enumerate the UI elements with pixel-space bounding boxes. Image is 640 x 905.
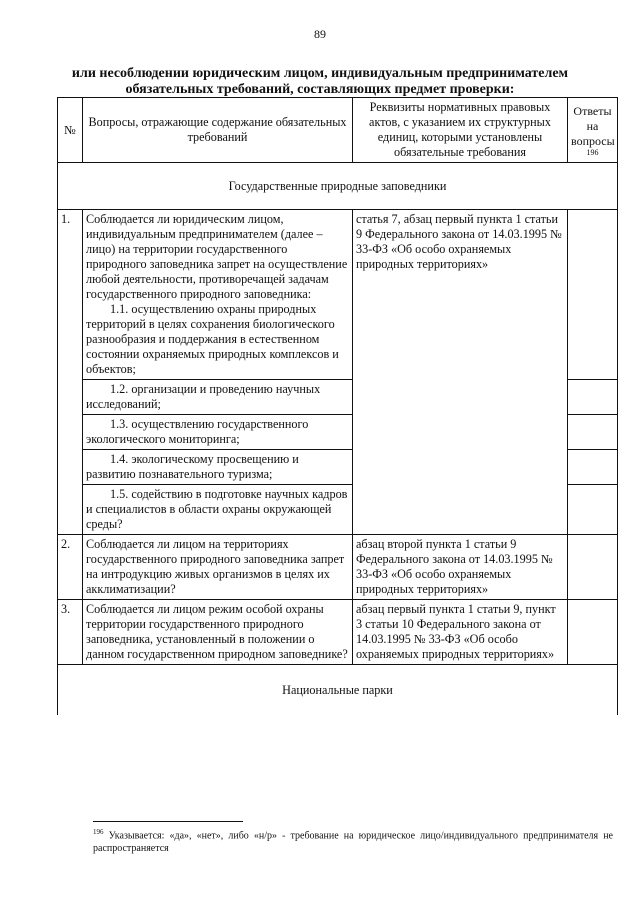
footnote-number: 196 bbox=[93, 828, 104, 836]
question-cell bbox=[83, 210, 353, 380]
header-question: Вопросы, отражающие содержание обязательных требований bbox=[83, 98, 353, 163]
section-row bbox=[58, 665, 618, 716]
heading-line-1: или несоблюдении юридическим лицом, индивидуальным предпринимателем bbox=[71, 66, 569, 81]
row-number: 3. bbox=[58, 600, 83, 665]
footnote-text: Указывается: «да», «нет», либо «н/р» - требование на юридическое лицо/индивидуального предпринимателя не распространяется bbox=[93, 830, 613, 855]
sub-question: 1.5. содействию в подготовке научных кадров и специалистов в области охраны окружающей среды? bbox=[83, 485, 353, 535]
sub-question: 1.1. осуществлению охраны природных территорий в целях сохранения биологического разнообразия и поддержания в естественном состоянии охраняемых природных комплексов и объектов; bbox=[86, 302, 339, 376]
footnote bbox=[93, 826, 613, 855]
answer-cell[interactable] bbox=[568, 600, 618, 665]
section-heading bbox=[0, 66, 640, 98]
table-row bbox=[58, 600, 618, 665]
section-row bbox=[58, 163, 618, 210]
requisites-cell: статья 7, абзац первый пункта 1 статьи 9 Федерального закона от 14.03.1995 № 33-ФЗ «Об особо охраняемых природных территориях» bbox=[353, 210, 568, 535]
footnote-separator bbox=[93, 821, 243, 822]
row-number: 2. bbox=[58, 535, 83, 600]
question-cell: Соблюдается ли лицом на территориях государственного природного заповедника запрет на интродукцию живых организмов в целях их акклиматизации? bbox=[83, 535, 353, 600]
answer-cell[interactable] bbox=[568, 415, 618, 450]
answer-cell[interactable] bbox=[568, 535, 618, 600]
requisites-cell: абзац первый пункта 1 статьи 9, пункт 3 статьи 10 Федерального закона от 14.03.1995 № 33-ФЗ «Об особо охраняемых природных территориях» bbox=[353, 600, 568, 665]
table-row bbox=[58, 535, 618, 600]
requisites-cell: абзац второй пункта 1 статьи 9 Федерального закона от 14.03.1995 № 33-ФЗ «Об особо охраняемых природных территориях» bbox=[353, 535, 568, 600]
requirements-table bbox=[57, 97, 618, 715]
header-answer-label: Ответы на вопросы bbox=[571, 103, 615, 148]
question-cell: Соблюдается ли лицом режим особой охраны территории государственного природного заповедника, установленный в положении о данном государственном природном заповеднике? bbox=[83, 600, 353, 665]
header-number: № bbox=[58, 98, 83, 163]
section-title-reserves: Государственные природные заповедники bbox=[58, 163, 618, 210]
row-number: 1. bbox=[58, 210, 83, 535]
header-answer bbox=[568, 98, 618, 163]
section-title-parks: Национальные парки bbox=[58, 665, 618, 716]
sub-question: 1.2. организации и проведению научных исследований; bbox=[83, 380, 353, 415]
sub-question: 1.3. осуществлению государственного экологического мониторинга; bbox=[83, 415, 353, 450]
table-row bbox=[58, 210, 618, 380]
sub-question: 1.4. экологическому просвещению и развитию познавательного туризма; bbox=[83, 450, 353, 485]
answer-cell[interactable] bbox=[568, 485, 618, 535]
answer-cell[interactable] bbox=[568, 450, 618, 485]
table-header-row bbox=[58, 98, 618, 163]
footnote-ref: 196 bbox=[586, 147, 599, 157]
question-intro: Соблюдается ли юридическим лицом, индивидуальным предпринимателем (далее – лицо) на территории государственного природного заповедника запрет на осуществление любой деятельности, противоречащей задачам государственного природного заповедника: bbox=[86, 212, 348, 301]
answer-cell[interactable] bbox=[568, 210, 618, 380]
page-number: 89 bbox=[314, 27, 326, 41]
answer-cell[interactable] bbox=[568, 380, 618, 415]
header-requisites: Реквизиты нормативных правовых актов, с указанием их структурных единиц, которыми установлены обязательные требования bbox=[353, 98, 568, 163]
heading-line-2: обязательных требований, составляющих предмет проверки: bbox=[125, 82, 515, 97]
